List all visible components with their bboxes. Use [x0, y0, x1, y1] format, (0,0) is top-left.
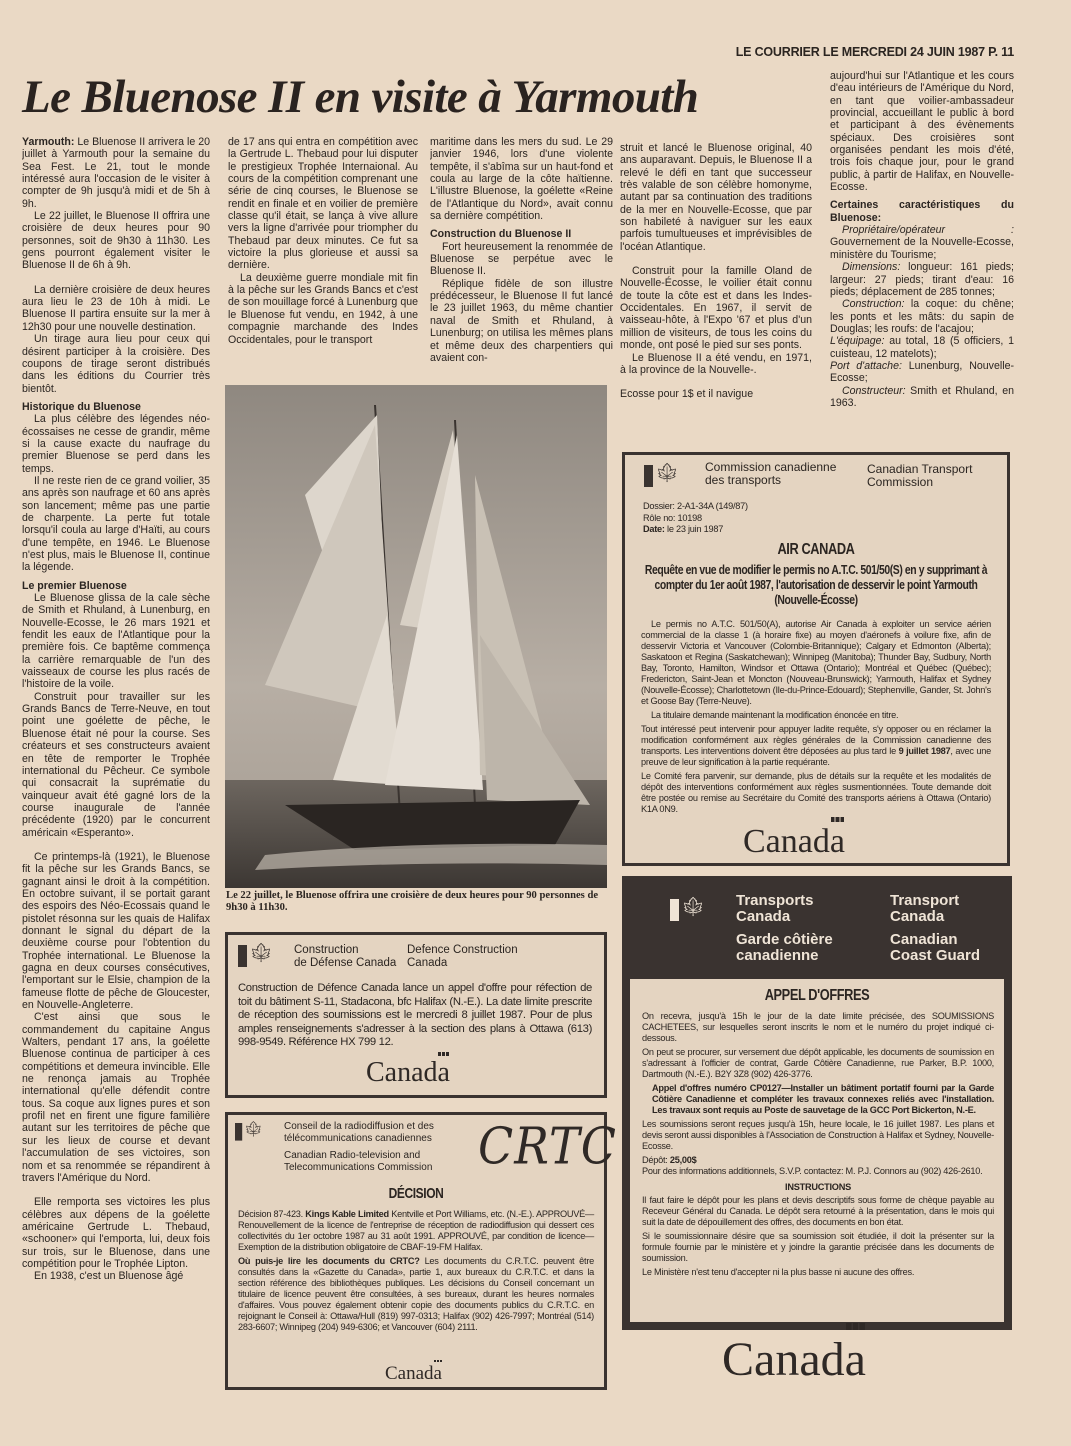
text: Kentville et Port Williams, etc. (N.-E.). APPROUVÉ—Renouvellement de la licence de l'entreprise de réception de radiodiffusion qui dessert ces collectivités du 1er octobre 1987 au 31 août 1991. APPROUVÉ, par condition de licence—Exemption de la distribution obligatoire de CBAF-19-FM Halifax.: [238, 1209, 594, 1252]
coast-guard-tender-ad: [622, 876, 1012, 1330]
info-paragraph: [238, 1256, 594, 1333]
article-paragraph: [22, 284, 210, 333]
decision-paragraph: [238, 1209, 594, 1253]
tender-paragraph: On peut se procurer, sur versement due dépôt applicable, les documents de soumission en s'adressant à l'officier de contrat, Garde Côtière Canadienne, rue Parker, B.P. 1000, Dartmouth (N.-E.). B2Y 3Z8 (902) 426-3776.: [642, 1047, 994, 1079]
photo-caption: Le 22 juillet, le Bluenose offrira une croisière de deux heures pour 90 personnes de 9h30 à 11h30.: [226, 890, 599, 913]
text: Fort heureusement la renommée de Bluenose se perpétue avec le Bluenose II.: [430, 240, 613, 278]
org-line: Canada: [407, 957, 448, 969]
crtc-body: [238, 1209, 594, 1333]
article-paragraph: [22, 1011, 210, 1184]
spec-label: Propriétaire/opérateur :: [842, 224, 1014, 237]
article-paragraph: [22, 1196, 210, 1270]
ctc-org-french: [705, 461, 836, 487]
article-paragraph: [22, 210, 210, 272]
ctc-org-english: [867, 463, 972, 489]
text: Construit pour travailler sur les Grands Bancs de Terre-Neuve, en tout point une goélette de pêche, le Bluenose était né pour la course. Ses créateurs et ses constructeurs avaient en tête de remporter le Trophée international du Pêcheur. Ce symbole qui consacrait la suprématie du vainqueur avait été gagné lors de la course inaugurale de l'année précédente (1920) par le concurrent américain «Esperanto».: [22, 690, 210, 839]
tender-paragraph: On recevra, jusqu'à 15h le jour de la date limite précisée, des SOUMISSIONS CACHETEES, sur lesquelles seront inscrits le nom et le numéro du projet indiqué ci-dessous.: [642, 1011, 994, 1043]
article-paragraph: [22, 333, 210, 395]
article-paragraph: [620, 142, 812, 253]
org-line: canadienne: [736, 947, 819, 964]
schooner-photo: [225, 385, 607, 888]
wordmark-text: Canad: [743, 823, 830, 860]
wordmark-flag-letter: a: [437, 1057, 450, 1088]
org-french: [294, 944, 396, 970]
section-heading: [22, 401, 210, 413]
text: Ecosse pour 1$ et il navigue: [620, 388, 754, 401]
article-paragraph: [830, 261, 1014, 298]
org-english: [284, 1150, 432, 1173]
ctc-notice-ad: [622, 452, 1010, 866]
wordmark-flag-letter: a: [829, 823, 845, 860]
text: Le Bluenose glissa de la cale sèche de Smith et Rhuland, à Lunenburg, en Nouvelle-Ecosse, le 26 mars 1921 et fendit les eaux de l'Atlantique pour la première fois. Ce baptême commença la carrière remarquable de l'un des vaisseaux de course les plus racés de l'histoire de la voile.: [22, 592, 210, 691]
article-paragraph: [22, 413, 210, 475]
wordmark-flag-letter: a: [433, 1363, 442, 1384]
crtc-decision-ad: [225, 1112, 617, 1390]
text: Réplique fidèle de son illustre prédécesseur, le Bluenose II fut lancé le 23 juillet 1963, du même chantier naval de Smith et Rhuland, à Lunenburg; on utilisa les mêmes plans et même deux des charpentiers qui avaient con-: [430, 277, 613, 364]
wordmark-flag-letter: a: [844, 1333, 866, 1386]
text: Le Bluenose II arrivera le 20 juillet à Yarmouth pour la semaine du Sea Fest. Le 21, tout le monde intéressé aura l'occasion de le visiter à compter de 9h jusqu'à midi et de 5h à 9h.: [22, 136, 210, 210]
text: longueur: 161 pieds; largeur: 27 pieds; tirant d'eau: 16 pieds; déplacement de 285 tonnes;: [830, 261, 1014, 298]
text: Gouvernement de la Nouvelle-Ecosse, ministère du Tourisme;: [830, 236, 1014, 261]
article-paragraph: [22, 1270, 210, 1282]
text: Ce printemps-là (1921), le Bluenose fit la pêche sur les Grands Bancs, se gagnant ainsi le droit à la compétition. En octobre suivant, il se portait garant des espoirs des Néo-Ecossais quand le pistolet résonna sur les quais de Halifax donnant le signal du départ de la deuxième course pour l'obtention du Trophée international. Le Bluenose la gagna en deux courses consécutives, l'emportant sur le Elsie, champion de la fameuse flotte de pêche de Gloucester, en Nouvelle-Angleterre.: [22, 850, 210, 1012]
org-line: Transports: [736, 892, 814, 909]
dateline: Yarmouth:: [22, 136, 75, 148]
canada-wordmark: [743, 823, 845, 861]
licensee-name: Kings Kable Limited: [305, 1209, 389, 1219]
text: Elle remporta ses victoires les plus célèbres aux dépens de la goélette américaine Gertrude L. Thebaud, «schooner» qui l'emporta, lui, deux fois sur trois, sur le Bluenose, dans une compétition pour le Trophée Lipton.: [22, 1196, 210, 1270]
article-paragraph: [620, 388, 812, 400]
canada-flag-icon: 🍁︎: [670, 899, 700, 921]
canada-flag-icon: 🍁︎: [238, 945, 268, 967]
text: Certaines caractéristiques du Bluenose:: [830, 199, 1014, 224]
deposit-label: Dépôt:: [642, 1155, 670, 1165]
org-line: Coast Guard: [890, 947, 981, 964]
canada-wordmark: [366, 1057, 450, 1089]
org-line: Garde côtière: [736, 931, 833, 948]
spec-label: Construction:: [842, 298, 905, 311]
article-paragraph: [22, 475, 210, 574]
spec-label: Constructeur:: [842, 384, 906, 397]
article-paragraph: [620, 265, 812, 351]
org-line: des transports: [705, 473, 782, 487]
defence-construction-ad: [225, 932, 607, 1098]
defence-ad-body: Construction de Défence Canada lance un appel d'offre pour réfection de toit du bâtiment S-11, Stadacona, bfc Halifax (N.-E.). La date limite prescrite de réception des soumissions est le mercredi 8 juillet 1987. Pour de plus amples renseignements s'adresser à la section des plans à Ottawa (613) 998-9549. Référence HX 799 12.: [238, 982, 592, 1049]
tender-title: APPEL D'OFFRES: [764, 987, 870, 1004]
date-value: le 23 juin 1987: [664, 524, 724, 534]
article-paragraph: [830, 385, 1014, 410]
text: Construction du Bluenose II: [430, 228, 572, 241]
text: En 1938, c'est un Bluenose âgé: [34, 1270, 184, 1283]
article-column-3: [430, 136, 613, 381]
article-paragraph: [830, 224, 1014, 261]
wordmark-text: Canad: [366, 1057, 438, 1088]
org-line: Canadian: [890, 931, 958, 948]
text: C'est ainsi que sous le commandement du capitaine Angus Walters, pendant 17 ans, la goélette Bluenose continua de participer à ces compétitions et demeura invincible. Elle ne renonça jamais au Trophée international qu'elle défendit contre tous. Sa coque aux lignes pures et son profil net en firent une figure familière autant sur les territoires de pêche que sur les lieux de course et devant l'accumulation de ses victoires, son nom et sa renommée se répandirent à travers l'Amérique du Nord.: [22, 1011, 210, 1184]
text: Tout intéressé peut intervenir pour appuyer ladite requête, s'y opposer ou en réclamer la modification conformément aux règles générales de la Commission canadienne des transports. Les interventions doivent être déposées au plus tard le: [641, 724, 991, 756]
article-column-2: [228, 136, 418, 381]
text: au total, 18 (5 officiers, 1 cuisteau, 12 matelots);: [830, 335, 1014, 360]
text: La dernière croisière de deux heures aura lieu le 23 de 10h à midi. Le Bluenose II partira ensuite sur la mer à 12h30 pour une nouvelle destination.: [22, 283, 210, 333]
text: struit et lancé le Bluenose original, 40 ans auparavant. Depuis, le Bluenose II a relevé le défi en tant que successeur très valable de son célèbre homonyme, autant par sa continuation des traditions de la mer en Nouvelle-Ecosse, que par son habileté à naviguer sur les eaux parfois tumultueuses et imprévisibles de l'océan Atlantique.: [620, 142, 812, 253]
ctc-body: [641, 619, 991, 815]
text: Lunenburg, Nouvelle-Ecosse;: [830, 359, 1014, 385]
article-paragraph: [228, 136, 418, 272]
wordmark-text: Canad: [722, 1333, 845, 1386]
text: Le premier Bluenose: [22, 579, 127, 592]
org-line: Commission: [867, 475, 934, 489]
text: aujourd'hui sur l'Atlantique et les cours d'eau intérieurs de l'Amérique du Nord, en tant que voilier-ambassadeur provincial, accueillant le public à bord et participant à des évènements spéciaux. Des croisières sont organisées pendant les mois d'été, trois fois chaque jour, pour le grand public, à partir de Halifax, en Nouvelle-Ecosse.: [830, 70, 1014, 194]
ctc-title: AIR CANADA: [777, 541, 855, 558]
text: maritime dans les mers du sud. Le 29 janvier 1946, lors d'une violente tempête, il s'abîma sur un haut-fond et coula au large de la côte haïtienne. L'illustre Bluenose, la goélette «Reine de l'Atlantique du Nord», avait connu sa dernière compétition.: [430, 136, 613, 223]
crtc-logo: CRTC: [478, 1116, 617, 1176]
text: Il ne reste rien de ce grand voilier, 35 ans après son naufrage et 60 ans après son lancement; même pas une partie de charpente. La perte fut totale lorsqu'il coula au large d'Haïti, au cours d'une tempête, en 1946. Le Bluenose n'est plus, mais le Bluenose II, continue la légende.: [22, 474, 210, 574]
text: Smith et Rhuland, en 1963.: [830, 384, 1014, 409]
org-line: Canada: [736, 908, 791, 925]
article-column-4: [620, 142, 812, 442]
text: Les documents du C.R.T.C. peuvent être consultés dans la «Gazette du Canada», partie 1, aux bureaux du C.R.T.C. et dans la section référence des bibliothèques publiques. Les décisions du Conseil concernant un titulaire de licence peuvent être consultées, à ses bureaux, durant les heures normales d'affaires. Vous pouvez également obtenir copie des documents publics du C.R.T.C. en rejoignant le Conseil à: Ottawa/Hull (819) 997-0313; Halifax (902) 426-7997; Montréal (514) 283-6607; Winnipeg (204) 949-6306; et Vancouver (604) 2111.: [238, 1256, 594, 1332]
ctc-paragraph: Le permis no A.T.C. 501/50(A), autorise Air Canada à exploiter un service aérien commercial de la classe 1 (à horaire fixe) au moyen d'aéronefs à voilure fixe, afin de desservir Victoria et Vancouver (Colombie-Britannique); Calgary et Edmonton (Alberta); Saskatoon et Regina (Saskatchewan); Winnipeg (Manitoba); Thunder Bay, Sudbury, North Bay, Toronto, Hamilton, Windsor et Ottawa (Ontario); Montréal et Québec (Québec); Fredericton, Saint-Jean et Moncton (Nouveau-Brunswick); Yarmouth, Halifax et Sydney (Nouvelle-Écosse); Charlottetown (Ile-du-Prince-Edouard); Stephenville, Gander, St. John's et Goose Bay (Terre-Neuve).: [641, 619, 991, 706]
text: Le Bluenose II a été vendu, en 1971, à la province de la Nouvelle-.: [620, 351, 812, 376]
org-line: de Défense Canada: [294, 957, 397, 969]
article-paragraph: [22, 851, 210, 1011]
article-paragraph: [830, 70, 1014, 193]
text: La plus célèbre des légendes néo-écossaises ne cesse de grandir, même si la cause exacte du naufrage du premier Bluenose se perd dans les temps.: [22, 413, 210, 475]
org-line: Conseil de la radiodiffusion et des: [284, 1121, 434, 1132]
text: la coque: du chêne; les ponts et les mâts: du sapin de Douglas; les roufs: de l'acajou;: [830, 298, 1014, 335]
article-column-1: [22, 136, 210, 1398]
tender-text: [642, 1011, 994, 1278]
tender-body: [630, 979, 1004, 1322]
article-paragraph: [430, 278, 613, 364]
org-english: [407, 944, 518, 970]
instructions-heading: INSTRUCTIONS: [785, 1182, 851, 1192]
tender-deposit: [642, 1155, 994, 1166]
article-paragraph: [430, 136, 613, 222]
canada-flag-icon: 🍁︎: [235, 1123, 259, 1141]
spec-label: Dimensions:: [842, 261, 901, 274]
text: Construit pour la famille Oland de Nouvelle-Écosse, le voilier était connu de toute la côte est et dans les Indes-Occidentales. En 1967, il servit de vaisseau-hôte, à l'Expo '67 et plus d'un million de visiteurs, de tous les coins du monde, ont posé le pied sur ses ponts.: [620, 265, 812, 352]
deposit-amount: 25,00$: [669, 1155, 697, 1165]
wordmark-text: Canad: [385, 1363, 434, 1384]
instruction: Il faut faire le dépôt pour les plans et devis descriptifs sous forme de chèque payable au Receveur Général du Canada. Le dépôt sera retourné à la présentation, dans le mois qui suit la date de dépouillement des offres, des documents en bon état.: [642, 1195, 994, 1227]
text: Un tirage aura lieu pour ceux qui désirent participer à la croisière. Des coupons de tirage seront distribués dans les éditions du Courrier très bientôt.: [22, 333, 210, 395]
tender-paragraph: Les soumissions seront reçues jusqu'à 15h, heure locale, le 16 juillet 1987. Les plans et devis seront aussi disponibles à l'Association de Construction à Halifax et Sydney, Nouvelle-Ecosse.: [642, 1119, 994, 1151]
org-line: Construction: [294, 944, 359, 956]
article-paragraph: [22, 136, 210, 210]
text: La deuxième guerre mondiale mit fin à la pêche sur les Grands Bancs et c'est de son mouillage forcé à Lunenburg que le Bluenose fut vendu, en 1942, à une compagnie marchande des Indes Occidentales, pour le transport: [228, 271, 418, 346]
article-paragraph: [22, 691, 210, 839]
deadline: 9 juillet 1987: [898, 746, 951, 756]
org-line: Transport: [890, 892, 960, 909]
org-line: Canada: [890, 908, 945, 925]
article-headline: Le Bluenose II en visite à Yarmouth: [22, 71, 699, 123]
article-paragraph: [620, 352, 812, 377]
section-heading: [22, 580, 210, 592]
org-french: [736, 893, 833, 964]
text: Historique du Bluenose: [22, 400, 141, 413]
article-paragraph: [830, 298, 1014, 335]
org-line: Canadian Transport: [867, 462, 973, 476]
tender-project: Appel d'offres numéro CP0127—Installer un bâtiment portatif fourni par la Garde Côtière Canadienne et compléter les travaux connexes reliés avec l'installation. Les travaux sont requis au Poste de sauvetage de la GCC Port Bickerton, N.-E.: [652, 1083, 994, 1115]
ctc-subtitle: Requête en vue de modifier le permis no A.T.C. 501/50(S) en y supprimant à compter du 1er août 1987, l'autorisation de desservir le point Yarmouth (Nouvelle-Écosse): [644, 562, 988, 607]
masthead-dateline: LE COURRIER LE MERCREDI 24 JUIN 1987 P. 11: [735, 45, 1014, 59]
canada-wordmark: [385, 1363, 442, 1385]
org-english: [890, 893, 980, 964]
text: Décision 87-423.: [238, 1209, 306, 1219]
ctc-paragraph: Le Comité fera parvenir, sur demande, plus de détails sur la requête et les modalités de dépôt des interventions conformément aux règles susmentionnées. Toute demande doit être postée ou remise au Secrétaire du Comité des transports aériens à Ottawa (Ontario) K1A 0N9.: [641, 771, 991, 814]
text: , avec une preuve de leur signification à la partie requérante.: [641, 746, 991, 767]
role-number: Rôle no: 10198: [643, 512, 702, 523]
text: Le 22 juillet, le Bluenose II offrira une croisière de deux heures pour 90 personnes, soit de 9h30 à 11h30. Les gens pourront également visiter le Bluenose II de 6h à 9h.: [22, 210, 210, 272]
spec-label: Port d'attache:: [830, 359, 902, 372]
org-line: Telecommunications Commission: [284, 1161, 433, 1173]
section-heading: [430, 228, 613, 240]
instruction: Le Ministère n'est tenu d'accepter ni la plus basse ni aucune des offres.: [642, 1267, 915, 1277]
ctc-paragraph: [641, 724, 991, 768]
ctc-file-info: [643, 501, 748, 536]
org-line: Canadian Radio-television and: [284, 1150, 421, 1161]
ctc-paragraph: La titulaire demande maintenant la modification énoncée en titre.: [651, 710, 899, 720]
section-heading: [830, 199, 1014, 224]
org-line: télécommunications canadiennes: [284, 1132, 432, 1144]
crtc-title: DÉCISION: [388, 1185, 444, 1202]
org-line: Commission canadienne: [705, 460, 837, 474]
article-paragraph: [430, 241, 613, 278]
article-paragraph: [22, 592, 210, 691]
info-question: Où puis-je lire les documents du CRTC?: [238, 1256, 420, 1266]
spec-label: L'équipage:: [830, 335, 885, 348]
org-french: [284, 1121, 434, 1144]
text: de 17 ans qui entra en compétition avec la Gertrude L. Thebaud pour lui disputer le prestigieux Trophée Internaional. Au cours de la compétition comprenant une série de cinq courses, le Bluenose se rendit en finale et en voilier de première classe qu'il était, se lança à vive allure vers la ligne d'arrivée pour triompher du Thebaud par deux minutes. Ce fut sa victoire la plus glorieuse et aussi sa dernière.: [228, 136, 418, 272]
org-line: Defence Construction: [407, 944, 518, 956]
canada-flag-icon: 🍁︎: [644, 465, 674, 487]
schooner-illustration: [225, 385, 607, 888]
dossier-number: Dossier: 2-A1-34A (149/87): [643, 501, 748, 511]
instruction: Si le soumissionnaire désire que sa soumission soit étudiée, il doit la présenter sur la formule fournie par le ministère et y joindre la garantie précisée dans les documents de soumission.: [642, 1231, 994, 1263]
article-paragraph: [228, 272, 418, 346]
article-column-5: [830, 70, 1014, 445]
date-label: Date:: [643, 524, 665, 534]
canada-wordmark: [722, 1332, 866, 1387]
article-paragraph: [830, 335, 1014, 360]
notice-date: [643, 524, 748, 536]
article-paragraph: [830, 360, 1014, 385]
tender-paragraph: Pour des informations additionnels, S.V.P. contactez: M. P.J. Connors au (902) 426-2610.: [642, 1166, 983, 1176]
